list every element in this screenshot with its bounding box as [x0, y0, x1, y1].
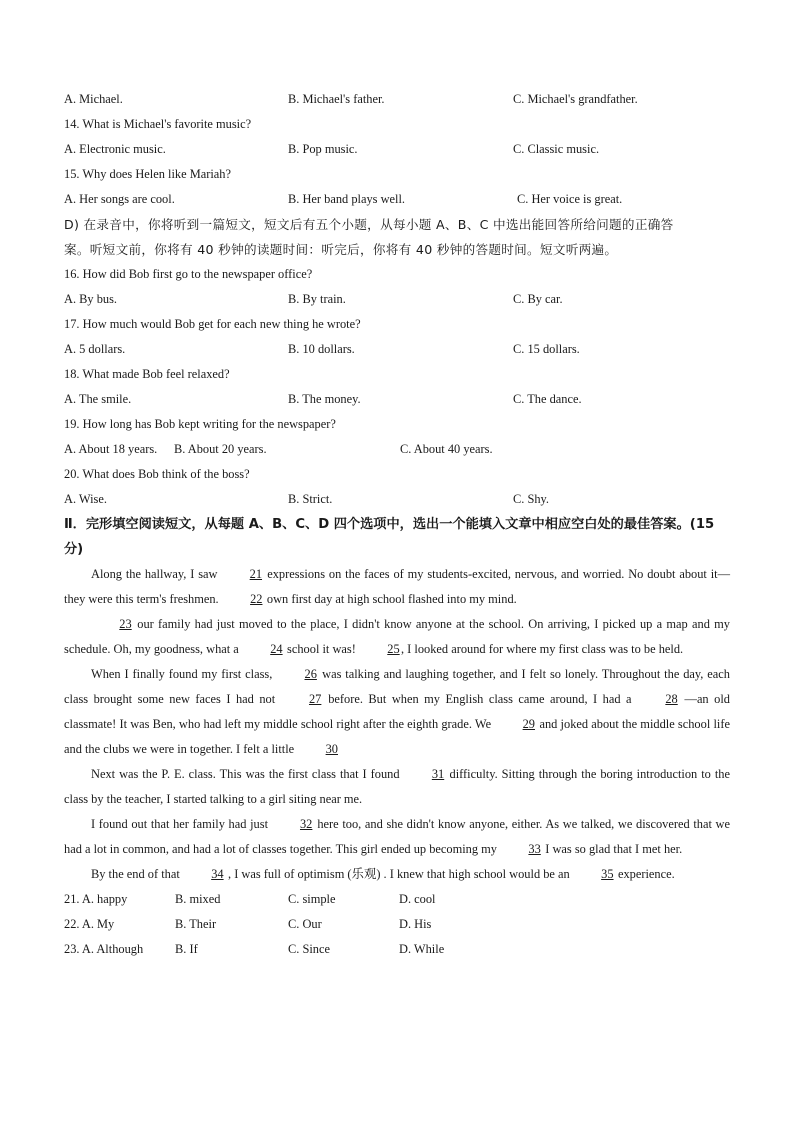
option: B. By train. — [288, 292, 346, 306]
option: B. Pop music. — [288, 142, 358, 156]
question-19: 19. How long has Bob kept writing for the newspaper? — [64, 417, 336, 431]
blank-33: 33 — [528, 842, 541, 856]
option: B. The money. — [288, 392, 361, 406]
passage-paragraph-1 — [64, 562, 730, 612]
question-16: 16. How did Bob first go to the newspaper office? — [64, 267, 313, 281]
blank-23: 23 — [119, 617, 132, 631]
option: C. Classic music. — [513, 142, 600, 156]
passage-paragraph-5 — [64, 812, 730, 862]
option: C. simple — [288, 892, 336, 906]
option: 22. A. My — [64, 917, 115, 931]
option: C. 15 dollars. — [513, 342, 580, 356]
option: C. Since — [288, 942, 330, 956]
passage-paragraph-4 — [64, 762, 730, 812]
q13-options — [64, 87, 730, 112]
option: C. The dance. — [513, 392, 582, 406]
option: D. His — [399, 917, 432, 931]
option: D. While — [399, 942, 445, 956]
q20-options — [64, 487, 730, 512]
option: B. Their — [175, 917, 217, 931]
passage-text: here too, and she didn't know anyone, either. As we talked, we discovered that we had a lot in common, and had a lot of classes together. This girl ended up becoming my — [64, 817, 731, 856]
option: B. mixed — [175, 892, 221, 906]
option: C. By car. — [513, 292, 563, 306]
q16-options — [64, 287, 730, 312]
option: B. About 20 years. — [174, 442, 267, 456]
q14-options — [64, 137, 730, 162]
question-14: 14. What is Michael's favorite music? — [64, 117, 252, 131]
passage-text: —an old classmate! It was Ben, who had left my middle school right after the eighth grade. We — [64, 692, 730, 731]
option: A. About 18 years. — [64, 442, 158, 456]
q15-options — [64, 187, 730, 212]
blank-30: 30 — [325, 742, 338, 756]
passage-text: own first day at high school flashed into my mind. — [266, 592, 517, 606]
option: C. Our — [288, 917, 322, 931]
blank-32: 32 — [299, 817, 313, 831]
option: A. The smile. — [64, 392, 132, 406]
passage-text: Along the hallway, I saw — [91, 567, 218, 581]
part-d-instructions-line2: 案。听短文前，你将有 40 秒钟的读题时间：听完后，你将有 40 秒钟的答题时间。短文听两遍。 — [64, 242, 618, 257]
q18-options — [64, 387, 730, 412]
option: C. Michael's grandfather. — [513, 92, 638, 106]
passage-text: difficulty. Sitting through the boring introduction to the class by the teacher, I started talking to a girl siting near me. — [64, 767, 730, 806]
blank-27: 27 — [308, 692, 322, 706]
option: A. Michael. — [64, 92, 123, 106]
option: A. Her songs are cool. — [64, 192, 175, 206]
option: B. If — [175, 942, 198, 956]
blank-29: 29 — [522, 717, 535, 731]
option: D. cool — [399, 892, 436, 906]
passage-text: , I looked around for where my first class was to be held. — [400, 642, 684, 656]
option: A. By bus. — [64, 292, 118, 306]
passage-paragraph-2 — [64, 612, 730, 662]
blank-22: 22 — [250, 592, 263, 606]
option: C. About 40 years. — [400, 442, 493, 456]
section-2-title: Ⅱ．完形填空阅读短文，从每题 A、B、C、D 四个选项中，选出一个能填入文章中相应空白处的最佳答案。(15 分) — [64, 517, 715, 557]
option: A. Electronic music. — [64, 142, 166, 156]
option: 23. A. Although — [64, 942, 144, 956]
blank-26: 26 — [304, 667, 317, 681]
question-18: 18. What made Bob feel relaxed? — [64, 367, 230, 381]
question-20: 20. What does Bob think of the boss? — [64, 467, 250, 481]
part-d-instructions-line1: D) 在录音中，你将听到一篇短文，短文后有五个小题，从每小题 A、B、C 中选出能回答所给问题的正确答 — [64, 217, 674, 232]
passage-text: I found out that her family had just — [91, 817, 269, 831]
option: B. 10 dollars. — [288, 342, 355, 356]
option: 21. A. happy — [64, 892, 128, 906]
option: A. 5 dollars. — [64, 342, 126, 356]
option: B. Strict. — [288, 492, 333, 506]
passage-text: , I was full of optimism (乐观) . I knew that high school would be an — [228, 867, 570, 881]
blank-35: 35 — [601, 867, 614, 881]
passage-text: Next was the P. E. class. This was the first class that I found — [91, 767, 400, 781]
passage-paragraph-3 — [64, 662, 730, 762]
passage-paragraph-6 — [64, 862, 730, 887]
blank-34: 34 — [211, 867, 224, 881]
passage-text: expressions on the faces of my students-excited, nervous, and worried. No doubt about it—they were this term's freshmen. — [64, 567, 730, 606]
passage-text: school it was! — [287, 642, 356, 656]
option: B. Her band plays well. — [288, 192, 405, 206]
blank-25: 25 — [387, 642, 400, 656]
passage-text: I was so glad that I met her. — [545, 842, 683, 856]
option: C. Shy. — [513, 492, 550, 506]
question-17: 17. How much would Bob get for each new thing he wrote? — [64, 317, 361, 331]
cloze-options-23 — [64, 937, 730, 962]
blank-31: 31 — [431, 767, 445, 781]
blank-21: 21 — [249, 567, 263, 581]
passage-text: before. But when my English class came around, I had a — [328, 692, 632, 706]
passage-text: was talking and laughing together, and I felt so lonely. Throughout the day, each class brought some new faces I had not — [64, 667, 730, 706]
blank-24: 24 — [270, 642, 283, 656]
q17-options — [64, 337, 730, 362]
question-15: 15. Why does Helen like Mariah? — [64, 167, 231, 181]
passage-text: When I finally found my first class, — [91, 667, 273, 681]
passage-text: experience. — [617, 867, 675, 881]
q19-options — [64, 437, 730, 462]
option: B. Michael's father. — [288, 92, 385, 106]
cloze-options-22 — [64, 912, 730, 937]
blank-28: 28 — [665, 692, 678, 706]
option: C. Her voice is great. — [517, 192, 623, 206]
passage-text: By the end of that — [91, 867, 180, 881]
passage-text: our family had just moved to the place, I didn't know anyone at the school. On arriving, I picked up a map and my schedule. Oh, my goodness, what a — [64, 617, 730, 656]
cloze-options-21 — [64, 887, 730, 912]
passage-text: and joked about the middle school life and the clubs we were in together. I felt a little — [64, 717, 730, 756]
option: A. Wise. — [64, 492, 107, 506]
page-content — [64, 87, 730, 962]
